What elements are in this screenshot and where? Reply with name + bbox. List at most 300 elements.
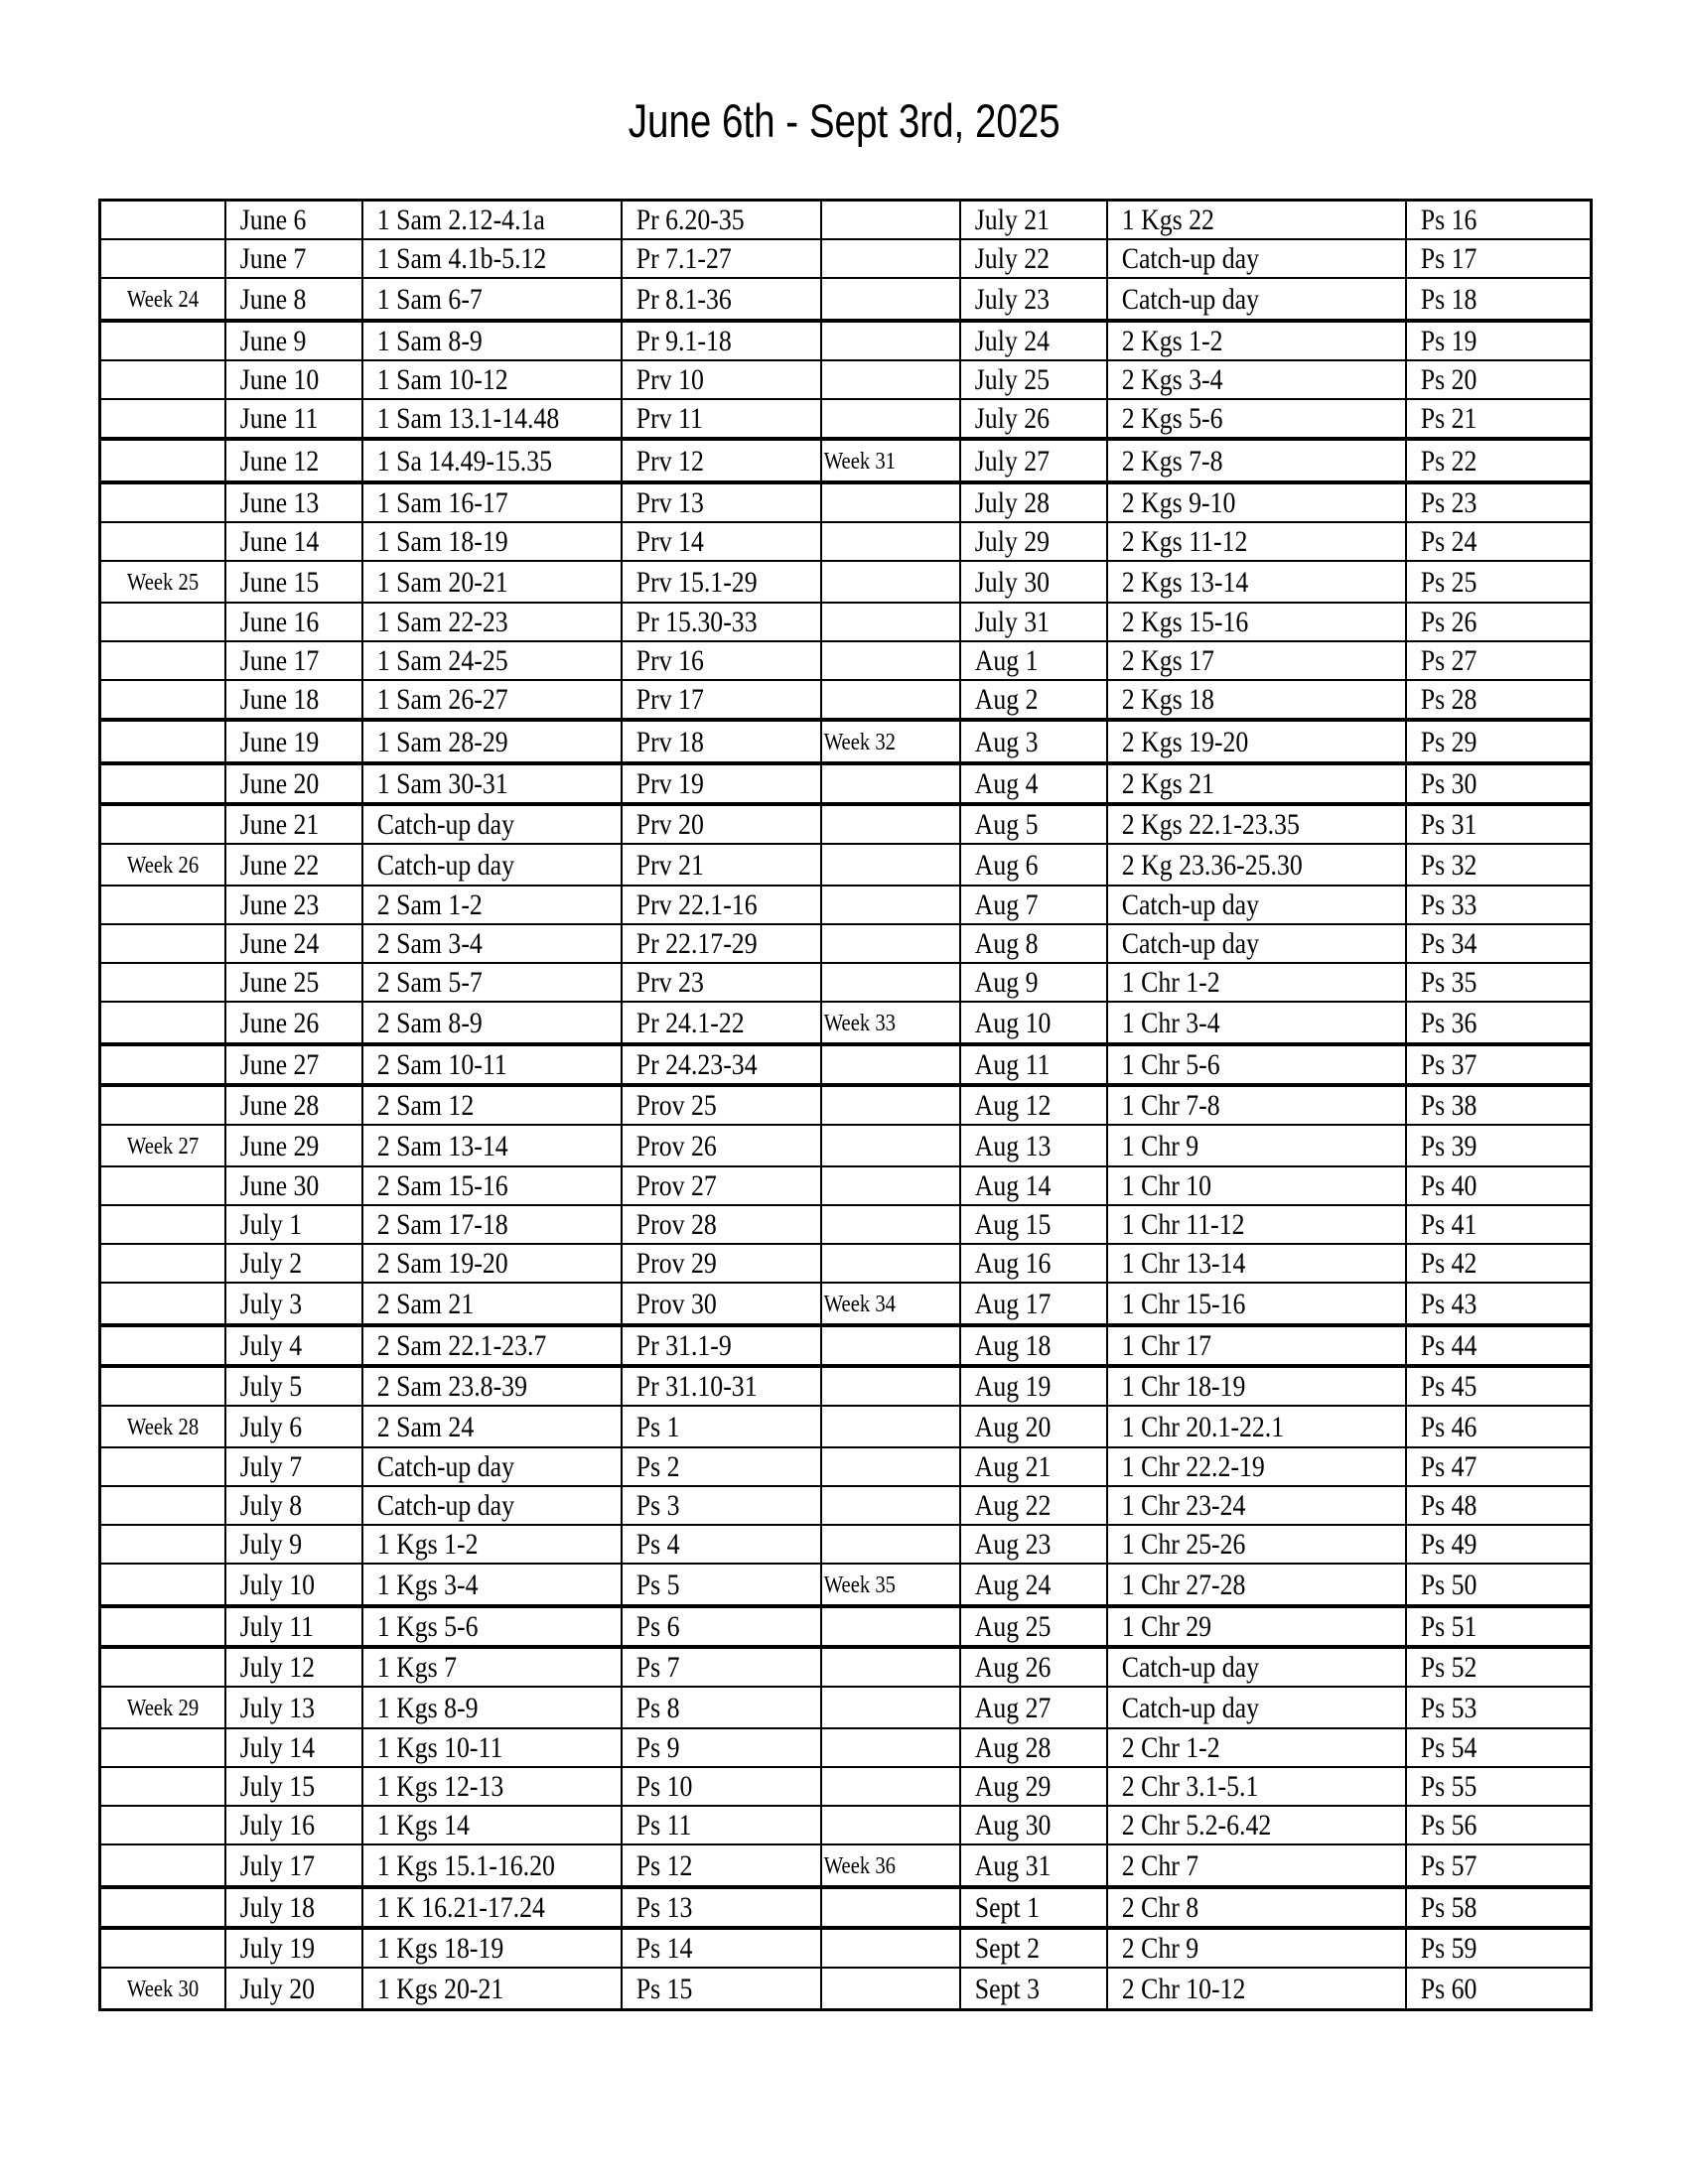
table-row xyxy=(100,844,1592,886)
left-date-cell-text: June 22 xyxy=(239,848,319,882)
right-reading-cell xyxy=(1107,1447,1406,1486)
right-psalm-cell-text: Ps 41 xyxy=(1420,1208,1477,1241)
left-date-cell xyxy=(225,1486,362,1525)
right-date-cell-text: Sept 3 xyxy=(974,1972,1040,2005)
left-reading-cell xyxy=(362,1806,622,1844)
left-reading-cell xyxy=(362,720,622,763)
table-row xyxy=(100,1844,1592,1887)
left-reading-cell xyxy=(362,1525,622,1564)
left-reading-cell-text: 1 Kgs 15.1-16.20 xyxy=(376,1848,555,1882)
left-date-cell-text: July 20 xyxy=(239,1972,315,2005)
left-reading-cell xyxy=(362,924,622,963)
right-reading-cell xyxy=(1107,1728,1406,1767)
table-row xyxy=(100,1125,1592,1166)
page-title-text: June 6th - Sept 3rd, 2025 xyxy=(628,94,1060,147)
right-date-cell-text: July 30 xyxy=(974,565,1050,599)
left-wisdom-cell xyxy=(622,201,821,240)
left-date-cell-text: June 25 xyxy=(239,966,319,999)
table-row xyxy=(100,1806,1592,1844)
right-week-cell xyxy=(821,1283,960,1325)
table-row xyxy=(100,603,1592,641)
right-reading-cell-text: 1 Chr 29 xyxy=(1121,1610,1211,1643)
right-week-cell xyxy=(821,1968,960,2010)
left-date-cell-text: June 23 xyxy=(239,888,319,921)
left-wisdom-cell-text: Pr 22.17-29 xyxy=(635,927,758,960)
left-date-cell xyxy=(225,1647,362,1687)
right-psalm-cell xyxy=(1406,963,1592,1002)
right-psalm-cell xyxy=(1406,763,1592,804)
left-reading-cell xyxy=(362,1125,622,1166)
left-date-cell xyxy=(225,763,362,804)
right-date-cell xyxy=(960,1806,1107,1844)
right-psalm-cell-text: Ps 34 xyxy=(1420,927,1477,960)
left-week-cell xyxy=(100,1283,225,1325)
right-date-cell xyxy=(960,360,1107,399)
left-wisdom-cell xyxy=(622,1968,821,2010)
right-week-cell xyxy=(821,1767,960,1806)
right-date-cell xyxy=(960,522,1107,561)
left-date-cell xyxy=(225,720,362,763)
right-week-cell xyxy=(821,321,960,360)
left-wisdom-cell-text: Ps 12 xyxy=(635,1848,692,1882)
right-psalm-cell xyxy=(1406,1806,1592,1844)
right-date-cell-text: Aug 22 xyxy=(974,1489,1051,1522)
left-week-cell xyxy=(100,561,225,603)
right-reading-cell-text: 1 Chr 22.2-19 xyxy=(1121,1450,1265,1483)
right-psalm-cell-text: Ps 24 xyxy=(1420,525,1477,558)
table-row xyxy=(100,1244,1592,1283)
right-date-cell-text: July 23 xyxy=(974,282,1050,316)
right-reading-cell-text: 2 Kgs 18 xyxy=(1121,683,1214,716)
left-date-cell-text: June 28 xyxy=(239,1089,319,1122)
left-reading-cell-text: 1 Sa 14.49-15.35 xyxy=(376,444,552,478)
left-wisdom-cell-text: Pr 7.1-27 xyxy=(635,242,732,275)
right-psalm-cell-text: Ps 23 xyxy=(1420,486,1477,519)
left-date-cell xyxy=(225,804,362,844)
right-week-cell xyxy=(821,844,960,886)
left-week-cell xyxy=(100,239,225,278)
right-reading-cell-text: 2 Kgs 5-6 xyxy=(1121,402,1223,435)
right-reading-cell-text: 2 Chr 7 xyxy=(1121,1848,1198,1882)
left-reading-cell xyxy=(362,1968,622,2010)
left-date-cell-text: June 12 xyxy=(239,444,319,478)
left-wisdom-cell-text: Pr 6.20-35 xyxy=(635,204,745,236)
left-week-cell-text: Week 26 xyxy=(126,853,199,879)
left-week-cell xyxy=(100,1887,225,1928)
right-week-cell xyxy=(821,439,960,482)
right-reading-cell-text: 2 Chr 3.1-5.1 xyxy=(1121,1770,1258,1803)
left-reading-cell xyxy=(362,680,622,720)
left-week-cell xyxy=(100,641,225,680)
left-reading-cell xyxy=(362,804,622,844)
left-wisdom-cell xyxy=(622,680,821,720)
left-date-cell-text: June 8 xyxy=(239,282,306,316)
table-row xyxy=(100,886,1592,924)
right-date-cell-text: Aug 16 xyxy=(974,1247,1051,1280)
table-row xyxy=(100,239,1592,278)
right-week-cell xyxy=(821,1125,960,1166)
table-row xyxy=(100,1525,1592,1564)
right-reading-cell-text: 1 Chr 11-12 xyxy=(1121,1208,1245,1241)
left-week-cell-text: Week 25 xyxy=(126,570,199,596)
right-psalm-cell xyxy=(1406,1887,1592,1928)
right-psalm-cell xyxy=(1406,1002,1592,1044)
table-row xyxy=(100,1325,1592,1366)
left-week-cell xyxy=(100,886,225,924)
left-date-cell xyxy=(225,439,362,482)
right-date-cell xyxy=(960,1525,1107,1564)
left-week-cell-text: Week 29 xyxy=(126,1696,199,1721)
right-reading-cell-text: 1 Chr 23-24 xyxy=(1121,1489,1245,1522)
right-week-cell xyxy=(821,1325,960,1366)
right-reading-cell xyxy=(1107,239,1406,278)
left-date-cell-text: July 7 xyxy=(239,1450,302,1483)
left-reading-cell-text: 1 Sam 24-25 xyxy=(376,644,508,677)
left-date-cell-text: June 20 xyxy=(239,767,319,800)
left-date-cell-text: June 6 xyxy=(239,204,306,236)
right-reading-cell-text: Catch-up day xyxy=(1121,888,1259,921)
right-reading-cell-text: 1 Chr 7-8 xyxy=(1121,1089,1220,1122)
left-reading-cell-text: 2 Sam 8-9 xyxy=(376,1006,483,1039)
right-psalm-cell-text: Ps 18 xyxy=(1420,282,1477,316)
left-date-cell xyxy=(225,1606,362,1647)
right-date-cell xyxy=(960,1283,1107,1325)
right-date-cell-text: July 31 xyxy=(974,606,1050,638)
right-week-cell xyxy=(821,561,960,603)
table-row xyxy=(100,1687,1592,1728)
left-date-cell-text: June 10 xyxy=(239,363,319,396)
right-week-cell-text: Week 34 xyxy=(823,1292,896,1317)
right-reading-cell xyxy=(1107,641,1406,680)
right-reading-cell xyxy=(1107,201,1406,240)
right-psalm-cell xyxy=(1406,561,1592,603)
right-reading-cell xyxy=(1107,1647,1406,1687)
right-psalm-cell-text: Ps 56 xyxy=(1420,1809,1477,1842)
left-reading-cell-text: 1 Sam 13.1-14.48 xyxy=(376,402,559,435)
left-reading-cell xyxy=(362,1325,622,1366)
left-reading-cell xyxy=(362,963,622,1002)
right-reading-cell xyxy=(1107,522,1406,561)
table-row xyxy=(100,924,1592,963)
left-reading-cell-text: 1 Sam 8-9 xyxy=(376,325,483,357)
right-date-cell-text: July 22 xyxy=(974,242,1050,275)
right-reading-cell xyxy=(1107,963,1406,1002)
left-week-cell xyxy=(100,1366,225,1406)
right-date-cell xyxy=(960,1244,1107,1283)
left-date-cell xyxy=(225,1366,362,1406)
right-date-cell xyxy=(960,201,1107,240)
right-date-cell-text: Aug 20 xyxy=(974,1410,1051,1443)
left-reading-cell-text: 2 Sam 1-2 xyxy=(376,888,483,921)
right-date-cell xyxy=(960,763,1107,804)
right-date-cell xyxy=(960,321,1107,360)
left-reading-cell-text: 1 Kgs 20-21 xyxy=(376,1972,503,2005)
right-psalm-cell xyxy=(1406,239,1592,278)
table-row xyxy=(100,561,1592,603)
right-reading-cell-text: 1 Chr 13-14 xyxy=(1121,1247,1245,1280)
right-reading-cell xyxy=(1107,321,1406,360)
left-date-cell-text: July 15 xyxy=(239,1770,315,1803)
right-reading-cell-text: 1 Chr 5-6 xyxy=(1121,1048,1220,1081)
right-reading-cell-text: 1 Chr 1-2 xyxy=(1121,966,1220,999)
right-date-cell-text: Aug 10 xyxy=(974,1006,1051,1039)
right-date-cell xyxy=(960,1125,1107,1166)
left-wisdom-cell-text: Prv 15.1-29 xyxy=(635,565,758,599)
left-week-cell xyxy=(100,1687,225,1728)
right-week-cell xyxy=(821,1564,960,1606)
right-date-cell xyxy=(960,1767,1107,1806)
table-row xyxy=(100,522,1592,561)
right-date-cell xyxy=(960,1928,1107,1968)
right-psalm-cell xyxy=(1406,1205,1592,1244)
right-psalm-cell-text: Ps 45 xyxy=(1420,1370,1477,1403)
table-row xyxy=(100,763,1592,804)
left-date-cell xyxy=(225,1687,362,1728)
right-date-cell xyxy=(960,1564,1107,1606)
left-reading-cell-text: 1 Sam 28-29 xyxy=(376,725,508,758)
left-reading-cell-text: 1 Kgs 12-13 xyxy=(376,1770,503,1803)
left-reading-cell xyxy=(362,1244,622,1283)
left-week-cell xyxy=(100,1525,225,1564)
right-psalm-cell-text: Ps 44 xyxy=(1420,1329,1477,1362)
left-reading-cell-text: 1 Sam 6-7 xyxy=(376,282,483,316)
right-reading-cell-text: 1 Chr 9 xyxy=(1121,1129,1198,1162)
left-week-cell-text: Week 24 xyxy=(126,287,199,313)
right-week-cell xyxy=(821,360,960,399)
left-date-cell-text: June 19 xyxy=(239,725,319,758)
left-week-cell xyxy=(100,763,225,804)
left-wisdom-cell xyxy=(622,641,821,680)
right-week-cell xyxy=(821,886,960,924)
left-week-cell xyxy=(100,1205,225,1244)
right-date-cell xyxy=(960,439,1107,482)
right-reading-cell xyxy=(1107,360,1406,399)
table-row xyxy=(100,1928,1592,1968)
left-week-cell xyxy=(100,201,225,240)
left-date-cell-text: July 13 xyxy=(239,1691,315,1724)
right-psalm-cell-text: Ps 27 xyxy=(1420,644,1477,677)
left-week-cell xyxy=(100,1244,225,1283)
right-reading-cell-text: 2 Kg 23.36-25.30 xyxy=(1121,848,1303,882)
right-psalm-cell xyxy=(1406,680,1592,720)
right-psalm-cell-text: Ps 47 xyxy=(1420,1450,1477,1483)
right-reading-cell-text: 1 Kgs 22 xyxy=(1121,204,1214,236)
table-row xyxy=(100,1728,1592,1767)
right-reading-cell xyxy=(1107,844,1406,886)
left-reading-cell xyxy=(362,201,622,240)
left-date-cell xyxy=(225,844,362,886)
left-date-cell-text: June 7 xyxy=(239,242,306,275)
left-wisdom-cell xyxy=(622,1647,821,1687)
left-date-cell xyxy=(225,963,362,1002)
left-reading-cell xyxy=(362,1447,622,1486)
left-wisdom-cell xyxy=(622,522,821,561)
right-date-cell xyxy=(960,1406,1107,1447)
right-psalm-cell-text: Ps 42 xyxy=(1420,1247,1477,1280)
left-wisdom-cell-text: Prv 21 xyxy=(635,848,704,882)
right-week-cell xyxy=(821,1447,960,1486)
left-reading-cell xyxy=(362,522,622,561)
right-reading-cell xyxy=(1107,1044,1406,1085)
left-wisdom-cell xyxy=(622,844,821,886)
right-psalm-cell xyxy=(1406,1406,1592,1447)
right-reading-cell xyxy=(1107,1283,1406,1325)
left-wisdom-cell xyxy=(622,763,821,804)
right-psalm-cell-text: Ps 32 xyxy=(1420,848,1477,882)
left-week-cell xyxy=(100,1928,225,1968)
left-reading-cell xyxy=(362,1044,622,1085)
left-week-cell xyxy=(100,1044,225,1085)
right-week-cell-text: Week 36 xyxy=(823,1853,896,1879)
left-reading-cell-text: 1 Kgs 7 xyxy=(376,1651,457,1684)
right-reading-cell xyxy=(1107,804,1406,844)
left-wisdom-cell xyxy=(622,1166,821,1205)
left-reading-cell xyxy=(362,439,622,482)
right-psalm-cell-text: Ps 33 xyxy=(1420,888,1477,921)
table-row xyxy=(100,1647,1592,1687)
left-date-cell xyxy=(225,1325,362,1366)
left-date-cell xyxy=(225,1928,362,1968)
right-date-cell-text: July 25 xyxy=(974,363,1050,396)
left-date-cell xyxy=(225,1406,362,1447)
left-wisdom-cell xyxy=(622,1887,821,1928)
table-row xyxy=(100,963,1592,1002)
right-date-cell-text: Aug 13 xyxy=(974,1129,1051,1162)
right-week-cell xyxy=(821,1606,960,1647)
left-wisdom-cell-text: Ps 5 xyxy=(635,1568,679,1601)
right-reading-cell xyxy=(1107,399,1406,439)
left-wisdom-cell xyxy=(622,924,821,963)
right-reading-cell xyxy=(1107,1244,1406,1283)
left-wisdom-cell-text: Prv 20 xyxy=(635,808,704,841)
right-psalm-cell-text: Ps 51 xyxy=(1420,1610,1477,1643)
left-week-cell xyxy=(100,1968,225,2010)
right-psalm-cell xyxy=(1406,1844,1592,1887)
left-reading-cell xyxy=(362,1166,622,1205)
left-reading-cell-text: 1 Kgs 1-2 xyxy=(376,1528,479,1561)
right-date-cell-text: Aug 7 xyxy=(974,888,1039,921)
left-date-cell-text: July 17 xyxy=(239,1848,315,1882)
right-date-cell xyxy=(960,1606,1107,1647)
right-psalm-cell xyxy=(1406,1166,1592,1205)
right-psalm-cell-text: Ps 53 xyxy=(1420,1691,1477,1724)
right-week-cell xyxy=(821,239,960,278)
right-psalm-cell xyxy=(1406,844,1592,886)
right-week-cell xyxy=(821,804,960,844)
left-date-cell-text: June 11 xyxy=(239,402,318,435)
left-week-cell xyxy=(100,1325,225,1366)
left-date-cell xyxy=(225,1085,362,1125)
page-title xyxy=(0,95,1688,147)
left-wisdom-cell xyxy=(622,1406,821,1447)
right-reading-cell xyxy=(1107,1806,1406,1844)
left-wisdom-cell-text: Ps 15 xyxy=(635,1972,692,2005)
left-week-cell xyxy=(100,522,225,561)
left-reading-cell-text: Catch-up day xyxy=(376,808,514,841)
right-week-cell-text: Week 33 xyxy=(823,1011,896,1036)
right-psalm-cell xyxy=(1406,1767,1592,1806)
right-date-cell xyxy=(960,561,1107,603)
left-week-cell xyxy=(100,720,225,763)
right-date-cell xyxy=(960,1687,1107,1728)
table-row xyxy=(100,720,1592,763)
right-date-cell-text: Aug 30 xyxy=(974,1809,1051,1842)
left-reading-cell-text: 2 Sam 13-14 xyxy=(376,1129,508,1162)
left-reading-cell-text: 1 Sam 20-21 xyxy=(376,565,508,599)
right-reading-cell xyxy=(1107,1085,1406,1125)
left-reading-cell xyxy=(362,1486,622,1525)
right-week-cell xyxy=(821,1806,960,1844)
left-wisdom-cell xyxy=(622,1002,821,1044)
right-week-cell xyxy=(821,482,960,522)
right-date-cell-text: Aug 19 xyxy=(974,1370,1051,1403)
left-date-cell xyxy=(225,1525,362,1564)
right-reading-cell-text: 2 Chr 10-12 xyxy=(1121,1972,1245,2005)
table-row xyxy=(100,278,1592,321)
left-reading-cell xyxy=(362,1406,622,1447)
right-reading-cell xyxy=(1107,680,1406,720)
right-date-cell-text: July 27 xyxy=(974,444,1050,478)
right-date-cell xyxy=(960,1044,1107,1085)
table-row xyxy=(100,1205,1592,1244)
right-psalm-cell xyxy=(1406,482,1592,522)
left-reading-cell xyxy=(362,886,622,924)
left-date-cell xyxy=(225,1887,362,1928)
left-reading-cell-text: 2 Sam 3-4 xyxy=(376,927,483,960)
left-wisdom-cell-text: Ps 11 xyxy=(635,1809,691,1842)
right-reading-cell-text: Catch-up day xyxy=(1121,1651,1259,1684)
right-psalm-cell xyxy=(1406,804,1592,844)
right-psalm-cell-text: Ps 57 xyxy=(1420,1848,1477,1882)
right-date-cell xyxy=(960,641,1107,680)
right-psalm-cell-text: Ps 25 xyxy=(1420,565,1477,599)
left-week-cell xyxy=(100,1647,225,1687)
left-wisdom-cell xyxy=(622,1486,821,1525)
left-wisdom-cell-text: Pr 9.1-18 xyxy=(635,325,732,357)
left-date-cell-text: July 1 xyxy=(239,1208,302,1241)
left-week-cell xyxy=(100,482,225,522)
left-week-cell xyxy=(100,278,225,321)
right-reading-cell xyxy=(1107,1125,1406,1166)
left-wisdom-cell xyxy=(622,278,821,321)
left-wisdom-cell-text: Prv 11 xyxy=(635,402,703,435)
left-reading-cell xyxy=(362,1687,622,1728)
left-date-cell-text: July 5 xyxy=(239,1370,302,1403)
right-date-cell-text: Aug 1 xyxy=(974,644,1039,677)
left-reading-cell xyxy=(362,1366,622,1406)
right-psalm-cell-text: Ps 39 xyxy=(1420,1129,1477,1162)
left-date-cell xyxy=(225,1166,362,1205)
right-week-cell xyxy=(821,1366,960,1406)
left-reading-cell-text: 1 Sam 2.12-4.1a xyxy=(376,204,545,236)
right-date-cell xyxy=(960,1166,1107,1205)
left-reading-cell xyxy=(362,1647,622,1687)
right-psalm-cell-text: Ps 19 xyxy=(1420,325,1477,357)
left-date-cell-text: June 29 xyxy=(239,1129,319,1162)
left-wisdom-cell xyxy=(622,1564,821,1606)
left-wisdom-cell-text: Prv 13 xyxy=(635,486,704,519)
right-reading-cell-text: 2 Kgs 9-10 xyxy=(1121,486,1235,519)
right-week-cell xyxy=(821,1044,960,1085)
right-reading-cell xyxy=(1107,1325,1406,1366)
table-row xyxy=(100,1085,1592,1125)
left-wisdom-cell xyxy=(622,1806,821,1844)
right-psalm-cell-text: Ps 55 xyxy=(1420,1770,1477,1803)
right-psalm-cell xyxy=(1406,1125,1592,1166)
left-week-cell xyxy=(100,1806,225,1844)
right-reading-cell-text: 2 Chr 1-2 xyxy=(1121,1731,1220,1764)
right-week-cell xyxy=(821,1085,960,1125)
